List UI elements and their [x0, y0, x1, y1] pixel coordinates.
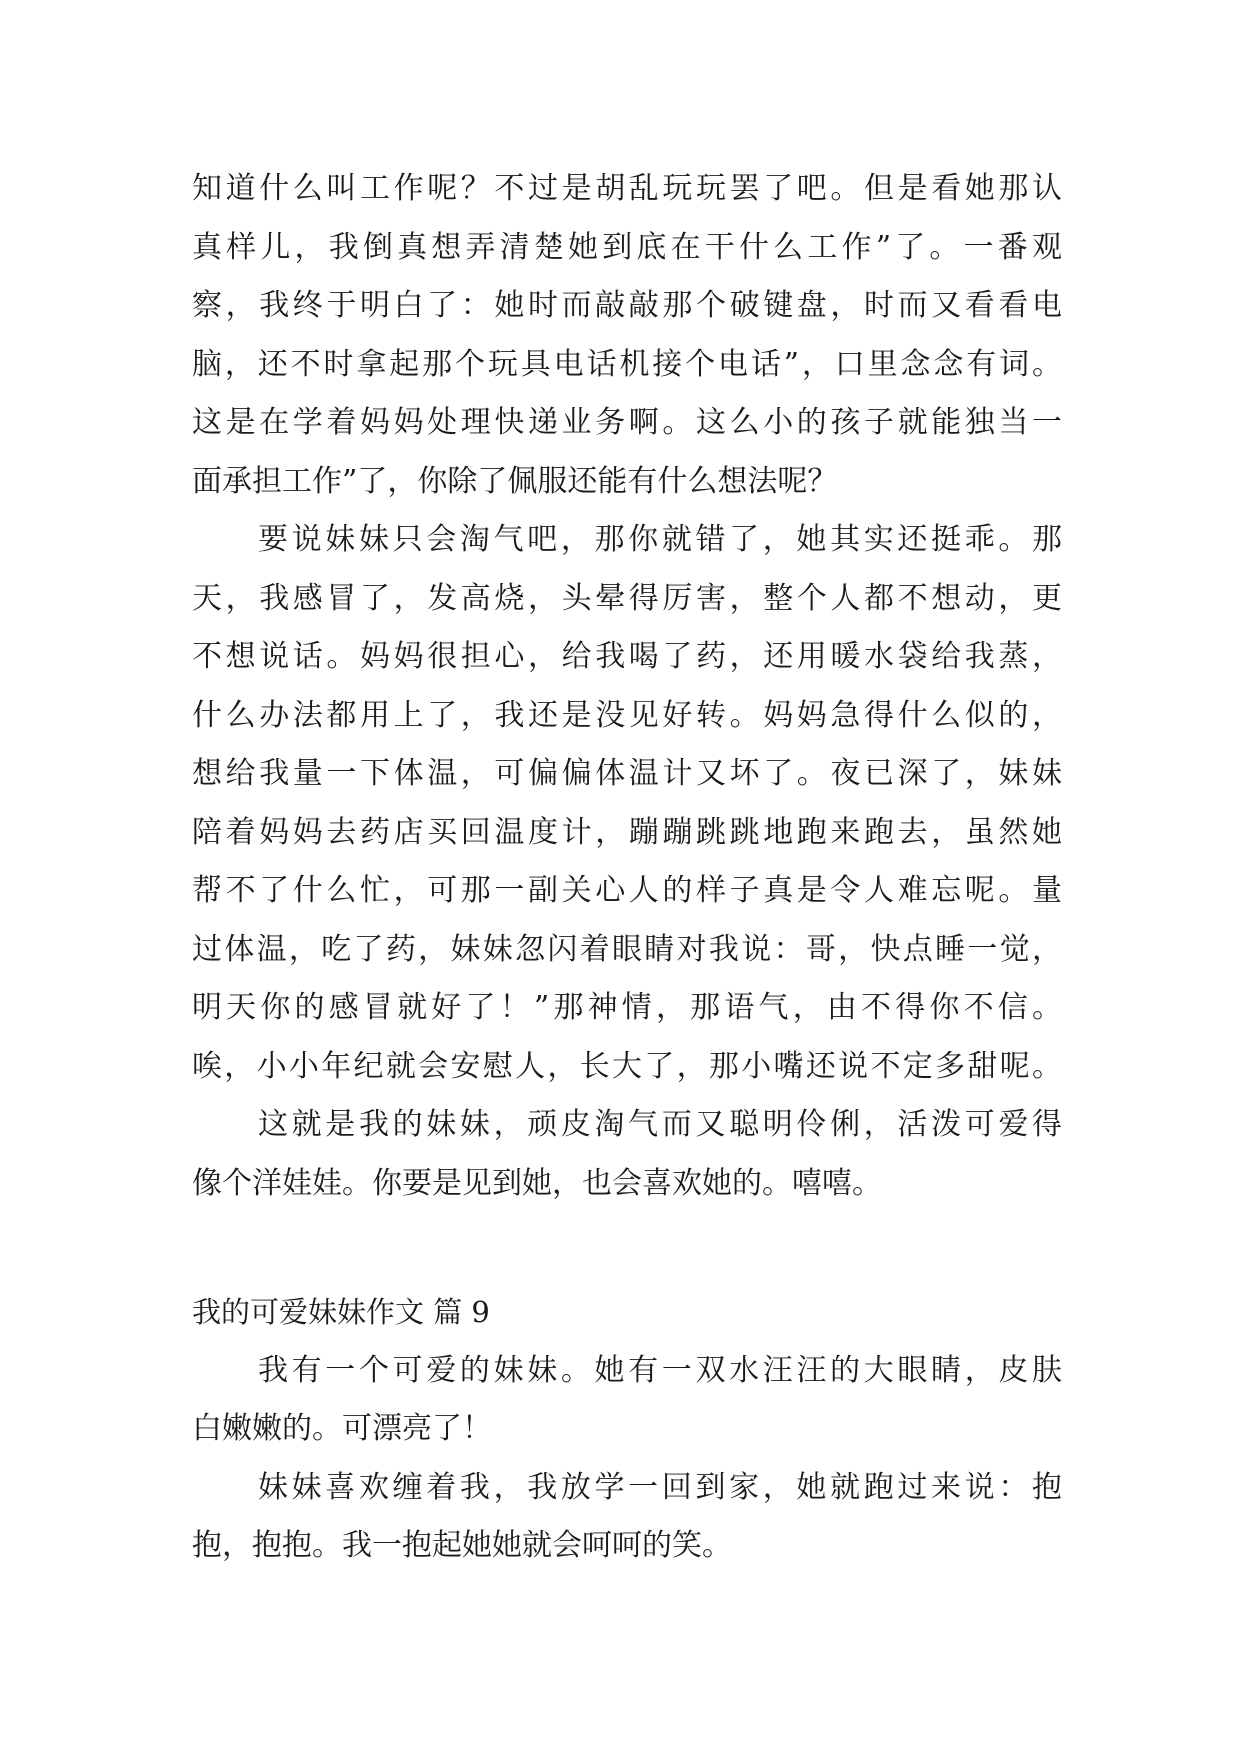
text-line: 知道什么叫工作呢？不过是胡乱玩玩罢了吧。但是看她那认 — [192, 171, 1062, 206]
text-line: 明天你的感冒就好了！”那神情，那语气，由不得你不信。 — [192, 990, 1062, 1025]
text-line: 抱，抱抱。我一抱起她她就会呵呵的笑。 — [192, 1528, 732, 1563]
paragraph-1 — [192, 160, 1062, 511]
paragraph-4 — [192, 1342, 1062, 1459]
text-line: 什么办法都用上了，我还是没见好转。妈妈急得什么似的， — [192, 697, 1062, 733]
section-gap — [192, 1213, 1062, 1279]
text-line: 察，我终于明白了：她时而敲敲那个破键盘，时而又看看电 — [192, 288, 1062, 323]
text-line: 想给我量一下体温，可偏偏体温计又坏了。夜已深了，妹妹 — [192, 756, 1062, 791]
text-line: 这是在学着妈妈处理快递业务啊。这么小的孩子就能独当一 — [192, 405, 1062, 440]
text-line: 真样儿，我倒真想弄清楚她到底在干什么工作”了。一番观 — [192, 229, 1062, 265]
text-line: 面承担工作”了，你除了佩服还能有什么想法呢？ — [192, 463, 838, 499]
text-line: 要说妹妹只会淘气吧，那你就错了，她其实还挺乖。那 — [258, 522, 1062, 557]
text-line: 妹妹喜欢缠着我，我放学一回到家，她就跑过来说：抱 — [258, 1469, 1062, 1505]
paragraph-5 — [192, 1459, 1062, 1576]
text-line: 帮不了什么忙，可那一副关心人的样子真是令人难忘呢。量 — [192, 873, 1062, 908]
text-line: 天，我感冒了，发高烧，头晕得厉害，整个人都不想动，更 — [192, 580, 1062, 616]
text-line: 这就是我的妹妹，顽皮淘气而又聪明伶俐，活泼可爱得 — [258, 1107, 1062, 1142]
paragraph-2 — [192, 511, 1062, 1096]
text-line: 不想说话。妈妈很担心，给我喝了药，还用暖水袋给我蒸， — [192, 639, 1062, 674]
text-line: 像个洋娃娃。你要是见到她，也会喜欢她的。嘻嘻。 — [192, 1165, 882, 1201]
text-line: 脑，还不时拿起那个玩具电话机接个电话”，口里念念有词。 — [192, 346, 1062, 382]
text-line: 唉，小小年纪就会安慰人，长大了，那小嘴还说不定多甜呢。 — [192, 1048, 1062, 1084]
text-line: 过体温，吃了药，妹妹忽闪着眼睛对我说：哥，快点睡一觉， — [192, 931, 1062, 967]
text-line: 我有一个可爱的妹妹。她有一双水汪汪的大眼睛，皮肤 — [258, 1352, 1062, 1388]
document-page — [192, 160, 1062, 1576]
paragraph-3 — [192, 1096, 1062, 1213]
text-line: 白嫩嫩的。可漂亮了！ — [192, 1411, 492, 1446]
section-heading: 我的可爱妹妹作文 篇 9 — [192, 1295, 490, 1329]
text-line: 陪着妈妈去药店买回温度计，蹦蹦跳跳地跑来跑去，虽然她 — [192, 814, 1062, 850]
